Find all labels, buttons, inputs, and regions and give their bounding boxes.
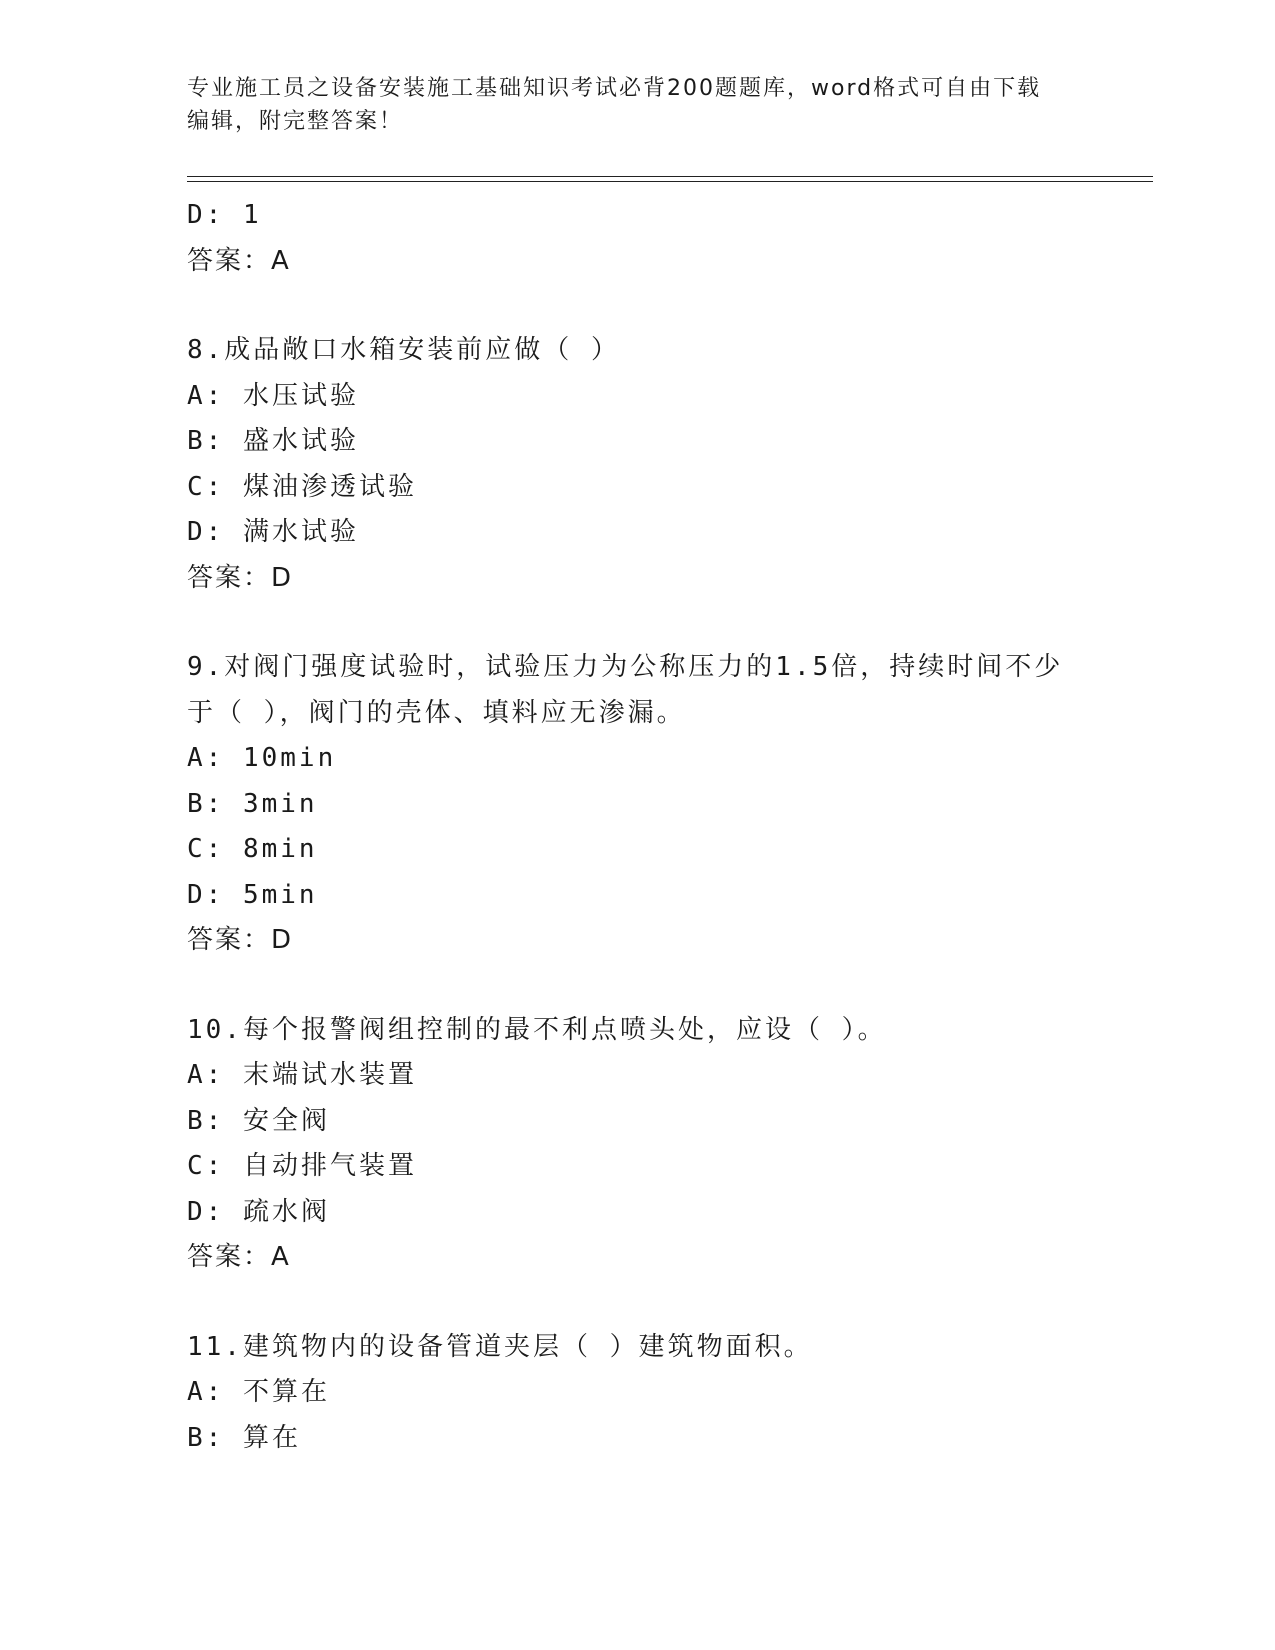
spacer bbox=[187, 1281, 1153, 1325]
question-stem: 10.每个报警阀组控制的最不利点喷头处，应设（ ）。 bbox=[187, 1014, 887, 1045]
option-c: C: 煤油渗透试验 bbox=[187, 471, 417, 502]
option-b: B: 安全阀 bbox=[187, 1105, 330, 1136]
question-stem-line-1: 9.对阀门强度试验时，试验压力为公称压力的1.5倍，持续时间不少 bbox=[187, 652, 1064, 682]
option-b: B: 盛水试验 bbox=[187, 426, 359, 456]
question-8 bbox=[187, 328, 1153, 601]
option-a: A: 水压试验 bbox=[187, 380, 359, 411]
question-11 bbox=[187, 1325, 1153, 1462]
question-stem: 8.成品敞口水箱安装前应做（ ） bbox=[187, 335, 620, 365]
spacer bbox=[187, 601, 1153, 645]
option-c: C: 自动排气装置 bbox=[187, 1151, 417, 1181]
spacer bbox=[187, 964, 1153, 1008]
option-a: A: 不算在 bbox=[187, 1377, 330, 1407]
option-a: A: 10min bbox=[187, 743, 337, 773]
option-d: D: 满水试验 bbox=[187, 517, 359, 547]
answer-line: 答案：D bbox=[187, 925, 294, 955]
option-d: D: 1 bbox=[187, 200, 262, 230]
header-line-2: 编辑，附完整答案！ bbox=[187, 109, 404, 134]
question-10 bbox=[187, 1008, 1153, 1281]
option-b: B: 3min bbox=[187, 788, 318, 819]
answer-line: 答案：A bbox=[187, 1242, 291, 1272]
question-stem: 11.建筑物内的设备管道夹层（ ）建筑物面积。 bbox=[187, 1331, 813, 1362]
question-stem-line-2: 于（ ），阀门的壳体、填料应无渗漏。 bbox=[187, 697, 686, 728]
document-header bbox=[187, 72, 1087, 138]
question-list bbox=[187, 193, 1153, 1461]
header-line-1: 专业施工员之设备安装施工基础知识考试必背200题题库，word格式可自由下载 bbox=[187, 76, 1042, 101]
option-d: D: 疏水阀 bbox=[187, 1196, 330, 1227]
option-b: B: 算在 bbox=[187, 1422, 301, 1453]
option-a: A: 末端试水装置 bbox=[187, 1060, 417, 1090]
answer-line: 答案：A bbox=[187, 245, 291, 276]
spacer bbox=[187, 284, 1153, 328]
option-c: C: 8min bbox=[187, 834, 318, 864]
header-divider-bottom bbox=[187, 181, 1153, 182]
header-divider-top bbox=[187, 176, 1153, 177]
answer-line: 答案：D bbox=[187, 562, 294, 593]
question-9 bbox=[187, 645, 1153, 964]
option-d: D: 5min bbox=[187, 879, 318, 910]
